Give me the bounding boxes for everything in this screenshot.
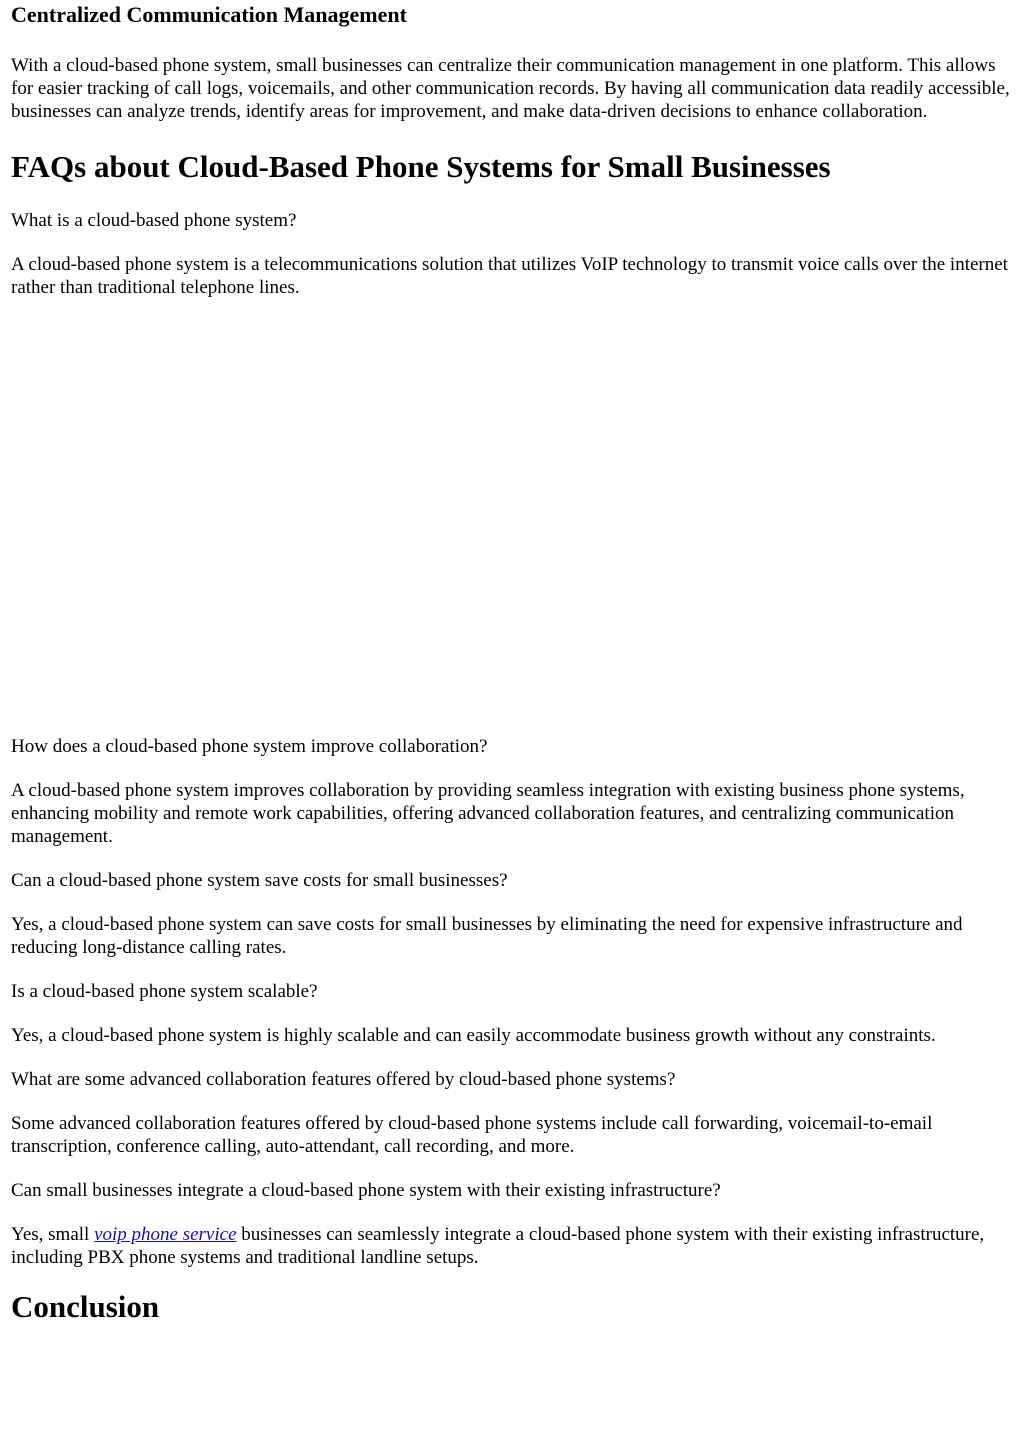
section-heading-centralized: Centralized Communication Management: [11, 2, 407, 27]
faq-answer-4: Yes, a cloud-based phone system is highly scalable and can easily accommodate business growth without any constraints.: [11, 1025, 936, 1046]
faq-answer-6-after-link: businesses can seamlessly integrate a cloud-based phone system with their existing infrastructure, including PBX phone systems and traditional landline setups.: [11, 1224, 985, 1268]
faq-answer-2: A cloud-based phone system improves collaboration by providing seamless integration with existing business phone systems, enhancing mobility and remote work capabilities, offering advanced collaboration features, and centralizing communication management.: [11, 780, 965, 847]
faq-answer-6: [11, 1223, 1014, 1269]
faq-answer-5: Some advanced collaboration features offered by cloud-based phone systems include call forwarding, voicemail-to-email transcription, conference calling, auto-attendant, call recording, and more.: [11, 1113, 933, 1157]
blank-area: [11, 299, 1014, 735]
conclusion-heading: Conclusion: [11, 1289, 160, 1324]
faq-question-6: Can small businesses integrate a cloud-based phone system with their existing infrastructure?: [11, 1180, 721, 1201]
faq-answer-1: A cloud-based phone system is a telecommunications solution that utilizes VoIP technology to transmit voice calls over the internet rather than traditional telephone lines.: [11, 254, 1008, 298]
faq-heading: FAQs about Cloud-Based Phone Systems for Small Businesses: [11, 149, 831, 184]
faq-answer-3: Yes, a cloud-based phone system can save costs for small businesses by eliminating the need for expensive infrastructure and reducing long-distance calling rates.: [11, 914, 963, 958]
faq-question-2: How does a cloud-based phone system improve collaboration?: [11, 736, 488, 757]
voip-phone-service-link[interactable]: voip phone service: [94, 1224, 237, 1245]
centralized-paragraph: With a cloud-based phone system, small businesses can centralize their communication management in one platform. This allows for easier tracking of call logs, voicemails, and other communication records. By having all communication data readily accessible, businesses can analyze trends, identify areas for improvement, and make data-driven decisions to enhance collaboration.: [11, 55, 1010, 122]
faq-question-3: Can a cloud-based phone system save costs for small businesses?: [11, 870, 508, 891]
faq-question-1: What is a cloud-based phone system?: [11, 210, 297, 231]
faq-question-4: Is a cloud-based phone system scalable?: [11, 981, 318, 1002]
faq-question-5: What are some advanced collaboration features offered by cloud-based phone systems?: [11, 1069, 676, 1090]
faq-answer-6-before-link: Yes, small: [11, 1224, 95, 1245]
article: [0, 2, 1024, 1325]
